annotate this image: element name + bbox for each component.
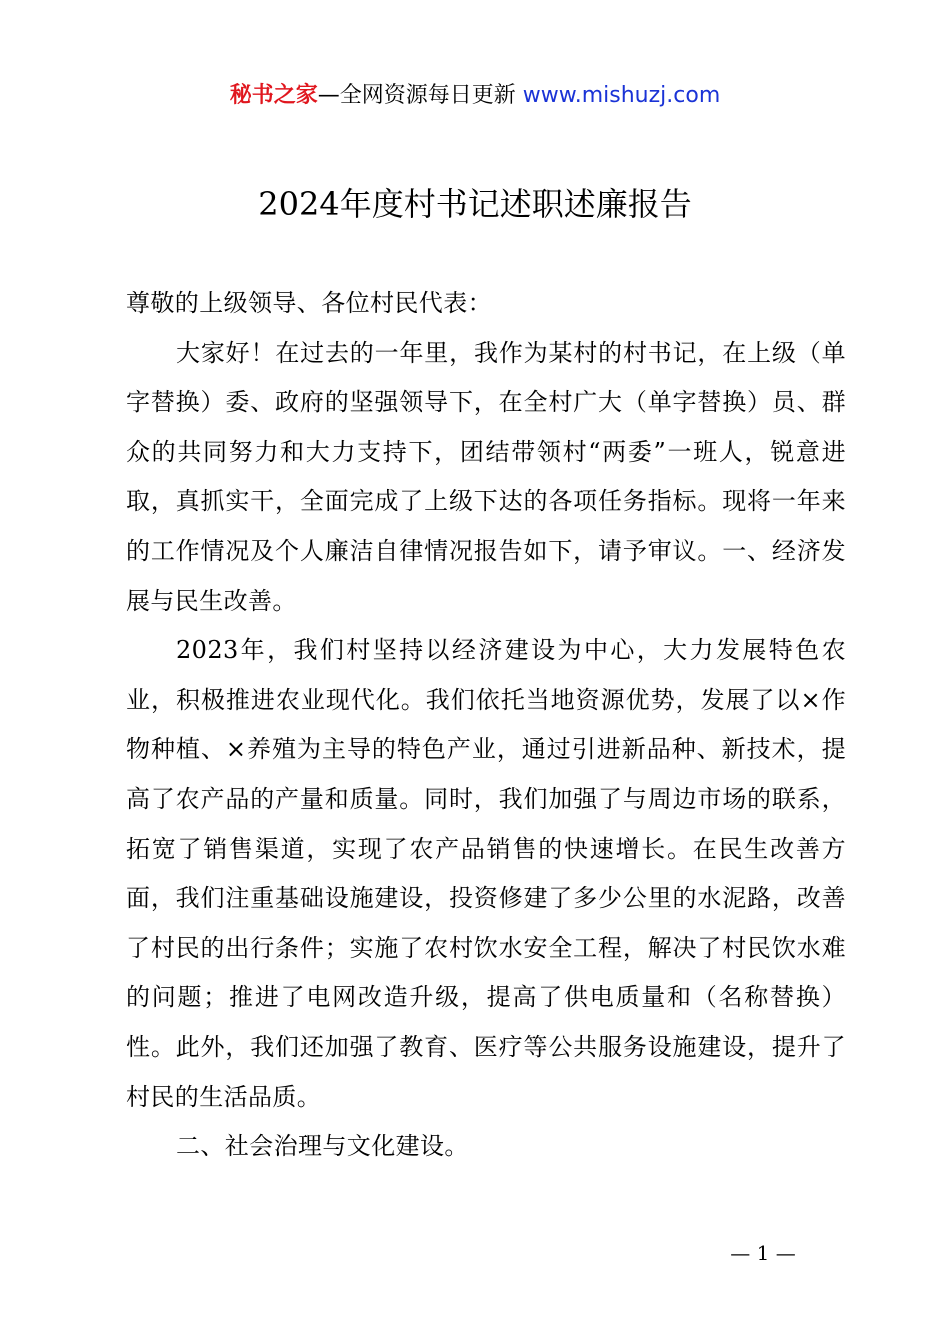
salutation: 尊敬的上级领导、各位村民代表： [126,289,492,317]
site-url-link[interactable]: www.mishuzj.com [522,83,721,108]
site-header [0,80,950,112]
site-brand: 秘书之家 [229,83,318,108]
section-heading-governance: 二、社会治理与文化建设。 [176,1132,469,1161]
site-slogan: —全网资源每日更新 [317,83,523,108]
document-title: 2024年度村书记述职述廉报告 [258,185,692,223]
paragraph-economy: 2023年，我们村坚持以经济建设为中心，大力发展特色农业，积极推进农业现代化。我们依托当地资源优势，发展了以×作物种植、×养殖为主导的特色产业，通过引进新品种、新技术，提高了农产品的产量和质量。同时，我们加强了与周边市场的联系，拓宽了销售渠道，实现了农产品销售的快速增长。在民生改善方面，我们注重基础设施建设，投资修建了多少公里的水泥路，改善了村民的出行条件；实施了农村饮水安全工程，解决了村民饮水难的问题；推进了电网改造升级，提高了供电质量和（名称替换）性。此外，我们还加强了教育、医疗等公共服务设施建设，提升了村民的生活品质。 [126,636,846,1111]
page-number: — 1 — [730,1241,796,1265]
paragraph-greeting: 大家好！在过去的一年里，我作为某村的村书记，在上级（单字替换）委、政府的坚强领导下，在全村广大（单字替换）员、群众的共同努力和大力支持下，团结带领村“两委”一班人，锐意进取，真抓实干，全面完成了上级下达的各项任务指标。现将一年来的工作情况及个人廉洁自律情况报告如下，请予审议。一、经济发展与民生改善。 [126,338,846,615]
document-body [126,279,846,1172]
